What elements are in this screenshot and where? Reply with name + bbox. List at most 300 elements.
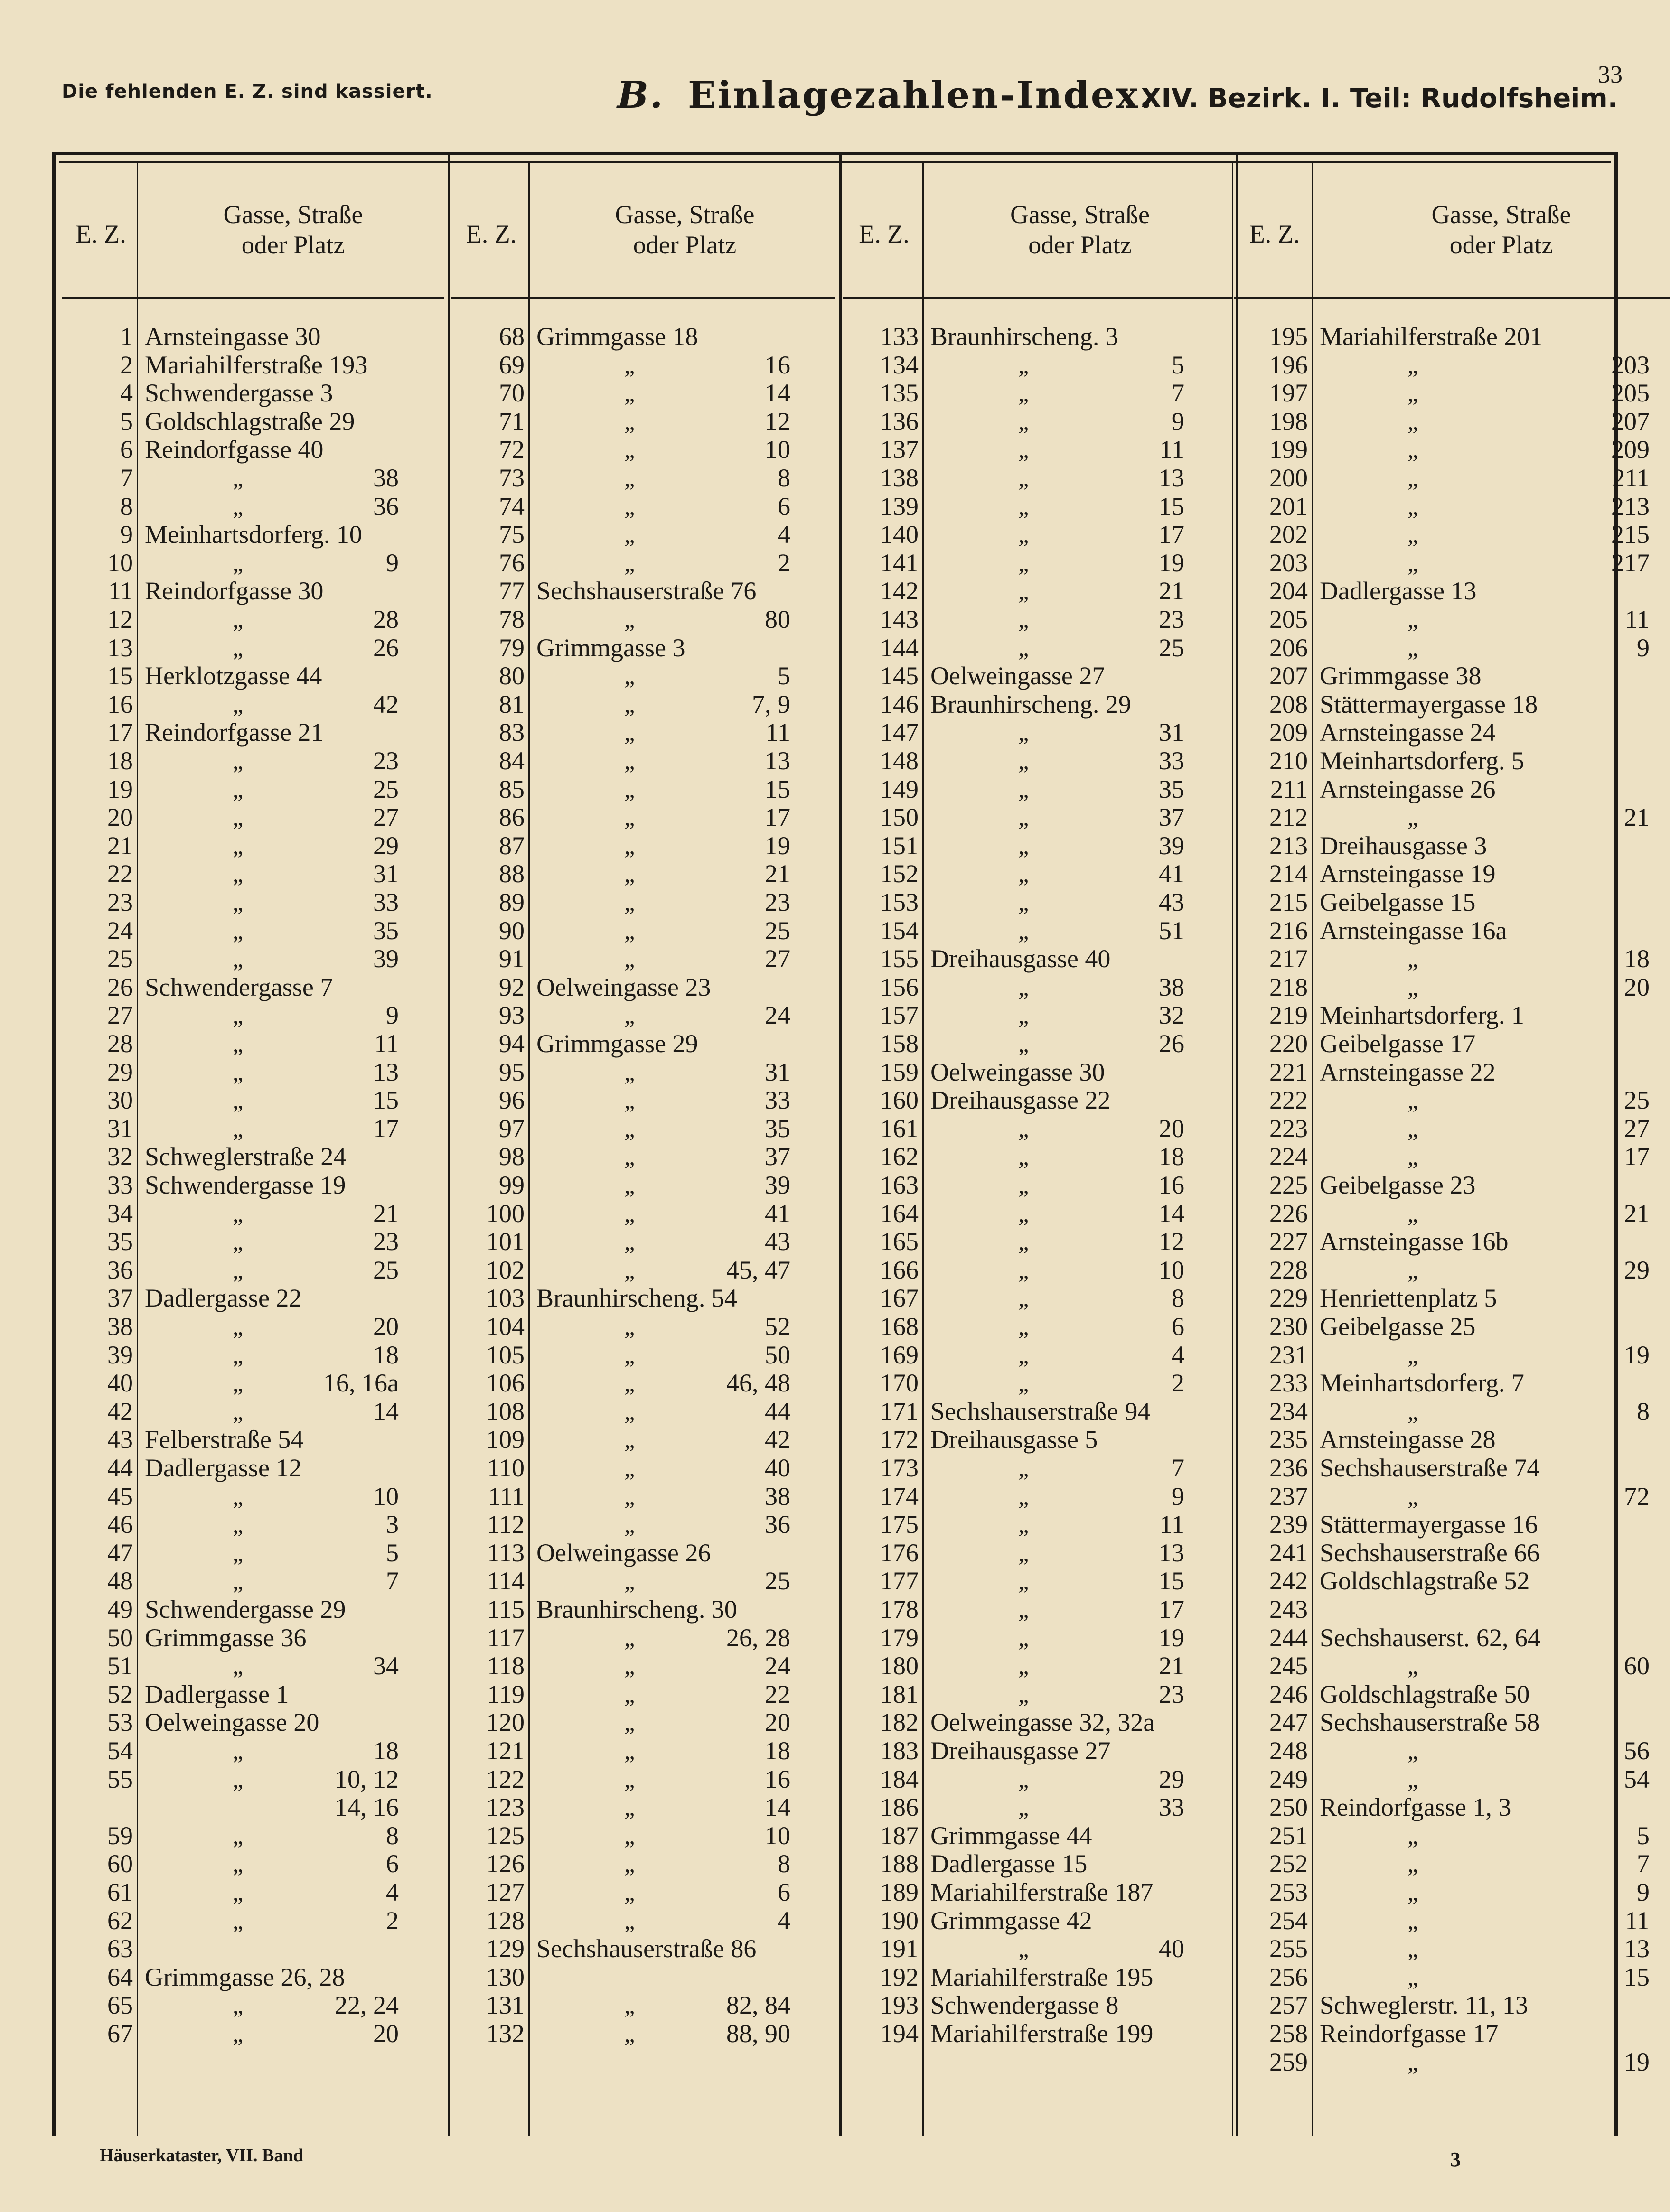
table-cell-ez: 96 [499,1086,525,1115]
street-header-line: oder Platz [1028,231,1132,259]
table-cell-street: Oelweingasse [536,1538,679,1567]
table-cell-street: „ [233,465,244,491]
table-cell-number [1320,1228,1508,1256]
table-cell-street: „ [1407,1879,1418,1905]
table-cell-number [1320,1991,1528,2020]
table-cell-street: „ [233,1087,244,1114]
table-cell-street: Dreihausgasse [930,1425,1079,1454]
table-cell-number: 26, 28 [726,1623,790,1652]
table-cell-number: 3 [386,1510,399,1539]
footer-sheet-number: 3 [1450,2148,1461,2171]
table-cell-number [145,436,323,464]
table-cell-number: 29 [1159,1764,1184,1793]
table-cell-street: „ [1407,1256,1418,1283]
table-cell-ez: 137 [880,435,919,464]
table-cell-ez: 88 [499,859,525,888]
table-cell-street: „ [233,832,244,859]
table-cell-ez: 167 [880,1284,919,1313]
table-cell-street: „ [624,804,635,831]
table-cell-street: Geibelgasse [1320,1171,1444,1199]
table-cell-ez: 83 [499,718,525,747]
table-cell-ez: 169 [880,1340,919,1369]
table-cell-street: Braunhirscheng. [536,1595,705,1624]
table-cell-street: „ [233,1200,244,1227]
table-cell-street: „ [624,1058,635,1085]
table-cell-street: Arnsteingasse [1320,1227,1464,1256]
table-cell-street: Grimmgasse [930,1821,1060,1850]
table-cell-number: 13 [1159,1538,1184,1567]
house-number: 3 [672,633,685,662]
house-number: 29 [672,1029,698,1058]
table-cell-ez: 208 [1269,690,1308,719]
table-cell-street: „ [1018,1228,1029,1255]
table-cell-street: „ [233,1907,244,1934]
table-cell-number: 207 [1611,407,1650,436]
table-cell-number: 20 [1159,1114,1184,1143]
table-cell-ez: 112 [487,1510,525,1539]
table-cell-ez: 161 [880,1114,919,1143]
table-cell-ez: 142 [880,577,919,606]
table-cell-street: „ [1018,832,1029,859]
table-cell-number: 4 [778,520,790,549]
table-cell-number [1320,577,1476,606]
table-cell-ez: 90 [499,916,525,945]
table-cell-number: 12 [1159,1227,1184,1256]
table-cell-ez: 166 [880,1255,919,1284]
table-cell-street: „ [624,380,635,407]
table-cell-ez: 147 [880,718,919,747]
table-cell-street: Meinhartsdorferg. [1320,1369,1505,1398]
table-cell-number: 13 [765,747,790,775]
table-cell-ez: 143 [880,605,919,634]
table-cell-ez: 51 [107,1652,133,1680]
table-cell-ez: 50 [107,1623,133,1652]
house-number: 22 [1470,1057,1496,1086]
table-cell-street: „ [624,1313,635,1340]
table-cell-street: „ [1018,1143,1029,1170]
table-cell-ez: 130 [486,1962,525,1991]
table-cell-ez: 149 [880,775,919,803]
table-cell-ez: 226 [1269,1199,1308,1228]
table-cell-street: „ [1018,747,1029,774]
table-cell-number: 31 [373,859,399,888]
table-cell-ez: 118 [487,1652,525,1680]
table-cell-number [1320,888,1475,917]
table-cell-street: „ [1018,860,1029,887]
house-number: 30 [1079,1057,1105,1086]
table-cell-ez: 70 [499,379,525,408]
table-cell-ez: 93 [499,1001,525,1030]
table-cell-number: 13 [1159,464,1184,492]
table-cell-ez: 87 [499,831,525,860]
table-cell-street: „ [1407,1822,1418,1849]
table-cell-ez: 25 [107,944,133,973]
table-cell-number: 19 [1624,2047,1650,2076]
table-cell-street: „ [233,1313,244,1340]
table-cell-street: Schwendergasse [145,379,314,408]
table-cell-number [930,1991,1118,2020]
table-cell-street: „ [1407,493,1418,520]
table-cell-street: „ [624,945,635,972]
table-cell-ez: 202 [1269,520,1308,549]
table-cell-ez: 174 [880,1482,919,1511]
table-cell-number: 215 [1611,520,1650,549]
table-cell-street: Herklotzgasse [145,662,290,691]
table-cell-ez: 141 [880,548,919,577]
table-cell-ez: 86 [499,803,525,832]
table-cell-number: 39 [1159,831,1184,860]
table-cell-number: 15 [1159,1567,1184,1596]
table-cell-ez: 60 [107,1849,133,1878]
table-cell-number [930,1822,1092,1850]
table-cell-number: 18 [1159,1142,1184,1171]
table-cell-number [536,1935,756,1963]
table-cell-number: 22, 24 [335,1991,399,2020]
table-cell-number: 16, 16a [323,1369,399,1398]
table-cell-ez: 251 [1269,1821,1308,1850]
table-cell-number: 8 [386,1821,399,1850]
table-cell-number: 35 [1159,775,1184,803]
table-cell-number: 82, 84 [726,1991,790,2020]
table-cell-ez: 114 [487,1567,525,1596]
table-cell-ez: 170 [880,1369,919,1398]
house-number: 36 [281,1623,307,1652]
street-header-line: oder Platz [633,231,737,259]
table-cell-number [536,1284,737,1313]
house-number: 42 [1066,1906,1092,1935]
table-cell-number: 39 [765,1171,790,1199]
table-cell-number: 15 [1624,1962,1650,1991]
table-cell-number [145,521,362,549]
table-cell-ez: 19 [107,775,133,803]
table-cell-street: Reindorfgasse [1320,1793,1466,1822]
table-cell-ez: 252 [1269,1849,1308,1878]
table-cell-street: „ [1018,1511,1029,1538]
table-cell-street: „ [1407,1765,1418,1792]
table-cell-ez: 196 [1269,350,1308,379]
table-cell-number [1320,1284,1497,1313]
table-cell-street: „ [1407,549,1418,576]
table-cell-number: 19 [765,831,790,860]
table-cell-street: „ [233,691,244,718]
table-cell-ez: 201 [1269,492,1308,521]
table-cell-street: Dadlergasse [930,1849,1055,1878]
house-number: 25 [1450,1312,1476,1341]
table-cell-ez: 4 [120,379,133,408]
table-cell-street: Sechshauserstraße [536,1934,724,1963]
table-cell-street: „ [233,493,244,520]
table-cell-street: Sechshauserstraße [1320,1708,1508,1737]
table-cell-street: Dadlergasse [145,1680,270,1708]
table-cell-ez: 128 [486,1906,525,1935]
house-number: 16a [1470,916,1507,945]
table-cell-street: „ [624,436,635,463]
table-cell-ez: 165 [880,1227,919,1256]
table-cell-number: 33 [373,888,399,916]
table-cell-street: „ [624,1680,635,1708]
table-cell-street: „ [1407,1143,1418,1170]
table-cell-street: „ [624,1455,635,1481]
table-cell-number: 21 [765,859,790,888]
table-cell-number: 20 [1624,972,1650,1001]
table-cell-number: 15 [373,1086,399,1115]
table-cell-number: 18 [373,1340,399,1369]
header-title [617,74,1154,117]
table-cell-number [536,634,685,663]
table-cell-street: Dadlergasse [145,1284,270,1313]
table-cell-street: „ [624,465,635,491]
table-cell-ez: 180 [880,1652,919,1680]
table-cell-ez: 120 [486,1708,525,1737]
table-cell-ez: 249 [1269,1764,1308,1793]
table-cell-number: 35 [373,916,399,945]
house-number: 3 [320,379,333,408]
table-cell-number: 28 [373,605,399,634]
table-cell-ez: 207 [1269,662,1308,691]
table-cell-ez: 69 [499,350,525,379]
table-cell-ez: 154 [880,916,919,945]
table-cell-street: „ [624,2020,635,2047]
table-cell-street: „ [1018,1455,1029,1481]
table-cell-street: Oelweingasse [536,972,679,1001]
table-cell-number [1320,323,1542,351]
table-cell-number [145,1708,319,1737]
house-number: 1, 3 [1473,1793,1511,1822]
table-cell-street: „ [233,1256,244,1283]
table-cell-number: 20 [373,1312,399,1341]
house-number: 10 [336,520,362,549]
house-number: 195 [1115,1962,1154,1991]
table-cell-ez: 65 [107,1991,133,2020]
table-cell-ez: 11 [108,577,133,606]
table-cell-ez: 256 [1269,1962,1308,1991]
header-note: Die fehlenden E. Z. sind kassiert. [62,81,433,103]
table-cell-number: 25 [373,775,399,803]
table-cell-number: 2 [1172,1369,1184,1398]
page-number: 33 [1598,61,1623,88]
table-cell-street: Arnsteingasse [1320,1425,1464,1454]
table-cell-ez: 227 [1269,1227,1308,1256]
table-cell-ez: 242 [1269,1567,1308,1596]
table-cell-ez: 30 [107,1086,133,1115]
table-cell-street: Oelweingasse [145,1708,287,1737]
table-cell-number: 17 [765,803,790,832]
table-cell-ez: 5 [120,407,133,436]
table-cell-ez: 20 [107,803,133,832]
table-cell-street: „ [1407,408,1418,435]
table-cell-number: 17 [1159,520,1184,549]
table-cell-street: Meinhartsdorferg. [1320,1001,1505,1030]
table-cell-street: Dreihausgasse [1320,831,1468,860]
table-cell-number: 42 [373,690,399,719]
table-cell-ez: 224 [1269,1142,1308,1171]
table-cell-number: 14, 16 [335,1793,399,1822]
table-cell-street: Meinhartsdorferg. [1320,747,1505,775]
table-cell-number: 42 [765,1425,790,1454]
table-cell-number: 27 [765,944,790,973]
header-rule [1234,297,1670,299]
table-cell-ez: 195 [1269,322,1308,351]
table-cell-ez: 129 [486,1934,525,1963]
table-cell-ez: 39 [107,1340,133,1369]
table-cell-street: Stättermayergasse [1320,1510,1506,1539]
house-number: 40 [1085,944,1111,973]
table-cell-ez: 40 [107,1369,133,1398]
header-rule [451,297,835,299]
table-cell-number: 33 [765,1086,790,1115]
table-cell-number: 20 [765,1708,790,1737]
table-cell-street: „ [233,1511,244,1538]
house-number: 58 [1514,1708,1540,1737]
table-cell-ez: 215 [1269,888,1308,916]
table-cell-number [930,1398,1150,1426]
table-cell-ez: 61 [107,1878,133,1906]
table-cell-street: „ [1407,1200,1418,1227]
table-cell-street: „ [1407,1652,1418,1680]
table-cell-ez: 36 [107,1255,133,1284]
table-cell-street: „ [233,2020,244,2047]
table-cell-number: 10 [765,1821,790,1850]
table-cell-street: „ [624,1624,635,1651]
house-number: 16b [1470,1227,1509,1256]
house-number: 28 [1470,1425,1496,1454]
table-cell-number: 21 [1624,1199,1650,1228]
table-cell-number [1320,1058,1495,1087]
table-cell-ez: 27 [107,1001,133,1030]
table-cell-number: 43 [1159,888,1184,916]
table-cell-number [145,323,320,351]
house-number: 62, 64 [1476,1623,1540,1652]
house-number: 29 [320,1595,346,1624]
table-cell-ez: 182 [880,1708,919,1737]
table-cell-ez: 200 [1269,464,1308,492]
table-cell-street: „ [233,917,244,944]
table-cell-street: Arnsteingasse [1320,718,1464,747]
table-cell-street: „ [1407,804,1418,831]
table-cell-number: 7 [386,1567,399,1596]
table-cell-number: 5 [1637,1821,1650,1850]
table-cell-ez: 177 [880,1567,919,1596]
table-cell-street: Arnsteingasse [1320,1057,1464,1086]
table-cell-street: „ [233,634,244,661]
table-cell-street: „ [233,549,244,576]
table-cell-ez: 181 [880,1680,919,1708]
table-cell-street: Reindorfgasse [145,577,291,606]
table-cell-number: 23 [765,888,790,916]
table-cell-ez: 250 [1269,1793,1308,1822]
table-cell-ez: 253 [1269,1878,1308,1906]
table-cell-street: Henriettenplatz [1320,1284,1478,1313]
table-cell-street: „ [624,493,635,520]
table-cell-street: „ [1018,1596,1029,1623]
table-cell-ez: 233 [1269,1369,1308,1398]
table-cell-number [930,1058,1105,1087]
table-cell-ez: 255 [1269,1934,1308,1963]
table-cell-number [145,1624,306,1652]
table-cell-ez: 176 [880,1538,919,1567]
table-cell-ez: 1 [120,322,133,351]
table-cell-ez: 102 [486,1255,525,1284]
table-cell-number [1320,1624,1540,1652]
table-cell-street: „ [624,1652,635,1680]
table-cell-number [145,1596,346,1624]
table-cell-number [1320,1426,1495,1454]
table-cell-ez: 26 [107,972,133,1001]
house-number: 7 [320,972,333,1001]
table-cell-number: 17 [1624,1142,1650,1171]
table-cell-street: „ [233,1568,244,1595]
table-cell-number [1320,1454,1539,1483]
table-cell-ez: 35 [107,1227,133,1256]
table-cell-ez: 216 [1269,916,1308,945]
table-cell-street: „ [624,1398,635,1425]
house-number: 30 [711,1595,737,1624]
table-cell-number: 10 [765,435,790,464]
table-cell-street: „ [1018,549,1029,576]
house-number: 24 [320,1142,347,1171]
table-cell-street: Sechshauserstraße [536,577,724,606]
table-cell-ez: 131 [486,1991,525,2020]
table-cell-street: Braunhirscheng. [536,1284,705,1313]
table-cell-number: 72 [1624,1482,1650,1511]
table-cell-ez: 230 [1269,1312,1308,1341]
table-cell-number: 13 [373,1057,399,1086]
table-cell-ez: 168 [880,1312,919,1341]
table-cell-number: 14 [765,379,790,408]
table-cell-ez: 158 [880,1029,919,1058]
table-cell-ez: 123 [486,1793,525,1822]
table-cell-street: Grimmgasse [1320,662,1449,691]
table-cell-street: „ [624,1370,635,1397]
table-cell-street: „ [1018,1256,1029,1283]
table-cell-street: „ [1018,1680,1029,1708]
street-header-line: Gasse, Straße [223,200,363,229]
table-cell-number [930,1086,1110,1115]
house-number: 15 [1450,888,1476,916]
table-cell-number: 11 [1160,1510,1184,1539]
table-cell-street: „ [1018,1341,1029,1368]
table-cell-street: „ [1018,606,1029,633]
table-cell-number: 54 [1624,1764,1650,1793]
table-cell-number [1320,1539,1539,1568]
table-cell-street: „ [1018,804,1029,831]
table-cell-number [1320,1680,1529,1709]
table-cell-number: 7, 9 [752,690,790,719]
table-cell-street: Grimmgasse [536,633,666,662]
table-cell-number: 8 [778,1849,790,1878]
table-cell-ez: 18 [107,747,133,775]
table-cell-number [536,1596,737,1624]
house-number: 86 [731,1934,757,1963]
table-cell-street: „ [233,1737,244,1764]
house-number: 30 [295,322,321,351]
table-cell-ez: 17 [107,718,133,747]
house-number: 18 [672,322,698,351]
house-number: 26, 28 [281,1962,345,1991]
table-cell-ez: 10 [107,548,133,577]
table-cell-ez: 239 [1269,1510,1308,1539]
table-cell-ez: 74 [499,492,525,521]
table-cell-ez: 49 [107,1595,133,1624]
table-cell-street: Grimmgasse [930,1906,1060,1935]
table-cell-street: Goldschlagstraße [145,407,323,436]
table-cell-number: 217 [1611,548,1650,577]
table-cell-number: 25 [1624,1086,1650,1115]
table-cell-ez: 139 [880,492,919,521]
table-cell-street: Reindorfgasse [1320,2019,1466,2048]
table-cell-ez: 211 [1270,775,1308,803]
table-cell-number: 38 [1159,972,1184,1001]
